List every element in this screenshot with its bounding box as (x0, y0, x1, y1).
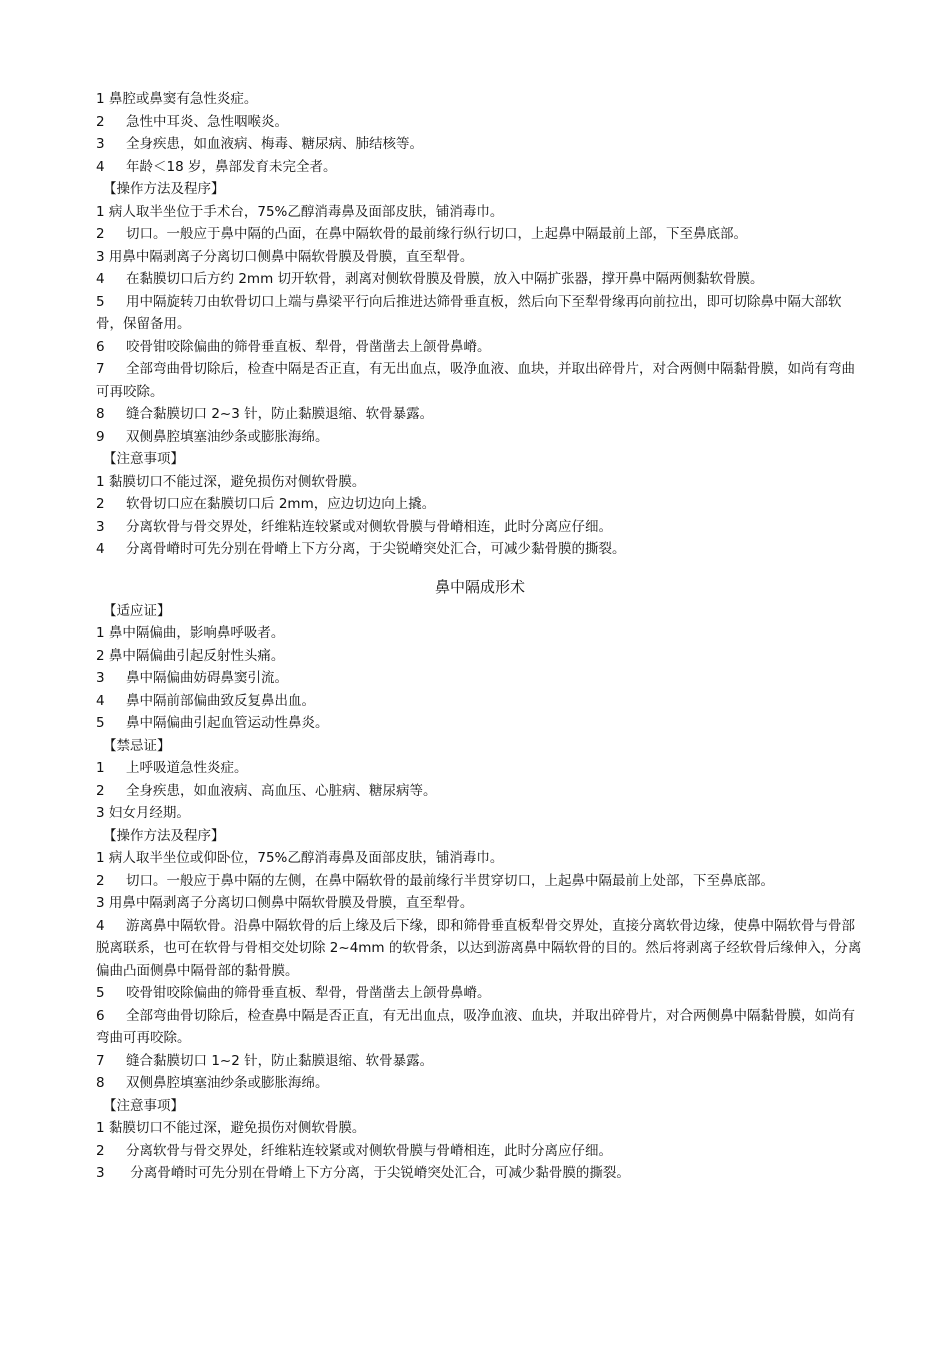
section1-procedure (96, 201, 864, 449)
list-item: 9 双侧鼻腔填塞油纱条或膨胀海绵。 (96, 428, 329, 445)
section-heading: 【操作方法及程序】 (103, 827, 225, 844)
list-item: 2 全身疾患，如血液病、高血压、心脏病、糖尿病等。 (96, 782, 437, 799)
list-item: 3 鼻中隔偏曲妨碍鼻窦引流。 (96, 670, 289, 686)
list-item: 3 用鼻中隔剥离子分离切口侧鼻中隔软骨膜及骨膜，直至犁骨。 (96, 248, 474, 265)
list-item: 2 鼻中隔偏曲引起反射性头痛。 (96, 647, 285, 664)
list-item: 3 全身疾患，如血液病、梅毒、糖尿病、肺结核等。 (96, 136, 424, 152)
list-item: 6 全部弯曲骨切除后，检查鼻中隔是否正直，有无出血点，吸净血液、血块，并取出碎骨片，对合两侧鼻中隔黏骨膜，如尚有弯曲可再咬除。 (96, 1007, 856, 1046)
section2-procedure (96, 847, 864, 1095)
section-title: 鼻中隔成形术 (434, 577, 525, 596)
list-item: 4 在黏膜切口后方约 2mm 切开软骨，剥离对侧软骨膜及骨膜，放入中隔扩张器，撑开鼻中隔两侧黏软骨膜。 (96, 271, 764, 287)
list-item: 1 黏膜切口不能过深，避免损伤对侧软骨膜。 (96, 473, 366, 490)
list-item: 8 双侧鼻腔填塞油纱条或膨胀海绵。 (96, 1075, 329, 1091)
section2-contraindications (96, 757, 864, 825)
section1-contraindications (96, 88, 864, 178)
section-heading: 【禁忌证】 (103, 737, 171, 754)
list-item: 1 病人取半坐位或仰卧位，75%乙醇消毒鼻及面部皮肤，铺消毒巾。 (96, 850, 504, 866)
list-item: 3 分离骨嵴时可先分别在骨嵴上下方分离，于尖锐嵴突处汇合，可减少黏骨膜的撕裂。 (96, 1165, 630, 1181)
list-item: 2 急性中耳炎、急性咽喉炎。 (96, 113, 289, 130)
section-heading: 【注意事项】 (103, 451, 184, 467)
list-item: 1 病人取半坐位于手术台，75%乙醇消毒鼻及面部皮肤，铺消毒巾。 (96, 203, 504, 220)
list-item: 2 软骨切口应在黏膜切口后 2mm，应边切边向上撬。 (96, 496, 436, 512)
section-heading: 【注意事项】 (103, 1097, 184, 1114)
list-item: 4 年龄＜18 岁，鼻部发育未完全者。 (96, 158, 337, 175)
list-item: 8 缝合黏膜切口 2~3 针，防止黏膜退缩、软骨暴露。 (96, 406, 434, 422)
list-item: 2 切口。一般应于鼻中隔的左侧，在鼻中隔软骨的最前缘行半贯穿切口，上起鼻中隔最前上处部，下至鼻底部。 (96, 872, 775, 889)
document-page (96, 88, 864, 1185)
list-item: 7 缝合黏膜切口 1~2 针，防止黏膜退缩、软骨暴露。 (96, 1052, 434, 1069)
list-item: 3 用鼻中隔剥离子分离切口侧鼻中隔软骨膜及骨膜，直至犁骨。 (96, 895, 474, 911)
list-item: 5 咬骨钳咬除偏曲的筛骨垂直板、犁骨，骨凿凿去上颌骨鼻嵴。 (96, 985, 491, 1001)
section-heading: 【适应证】 (103, 602, 171, 619)
list-item: 3 妇女月经期。 (96, 805, 190, 821)
list-item: 4 游离鼻中隔软骨。沿鼻中隔软骨的后上缘及后下缘，即和筛骨垂直板犁骨交界处，直接分离软骨边缘，使鼻中隔软骨与骨部脱离联系，也可在软骨与骨相交处切除 2~4mm 的软骨条，以达到游离鼻中隔软骨的目的。然后将剥离子经软骨后缘伸入，分离偏曲凸面侧鼻中隔骨部的黏骨膜。 (96, 917, 862, 979)
section2-notes (96, 1117, 864, 1185)
list-item: 2 切口。一般应于鼻中隔的凸面，在鼻中隔软骨的最前缘行纵行切口，上起鼻中隔最前上部，下至鼻底部。 (96, 226, 748, 242)
section1-notes (96, 471, 864, 561)
list-item: 1 鼻腔或鼻窦有急性炎症。 (96, 91, 258, 107)
list-item: 7 全部弯曲骨切除后，检查中隔是否正直，有无出血点，吸净血液、血块，并取出碎骨片，对合两侧中隔黏骨膜，如尚有弯曲可再咬除。 (96, 361, 856, 400)
section2-indications (96, 622, 864, 735)
list-item: 4 分离骨嵴时可先分别在骨嵴上下方分离，于尖锐嵴突处汇合，可减少黏骨膜的撕裂。 (96, 541, 626, 557)
list-item: 3 分离软骨与骨交界处，纤维粘连较紧或对侧软骨膜与骨嵴相连，此时分离应仔细。 (96, 518, 613, 535)
list-item: 4 鼻中隔前部偏曲致反复鼻出血。 (96, 692, 316, 709)
list-item: 5 鼻中隔偏曲引起血管运动性鼻炎。 (96, 715, 329, 731)
list-item: 2 分离软骨与骨交界处，纤维粘连较紧或对侧软骨膜与骨嵴相连，此时分离应仔细。 (96, 1142, 613, 1159)
list-item: 1 黏膜切口不能过深，避免损伤对侧软骨膜。 (96, 1120, 366, 1136)
list-item: 5 用中隔旋转刀由软骨切口上端与鼻梁平行向后推进达筛骨垂直板，然后向下至犁骨缘再向前拉出，即可切除鼻中隔大部软骨，保留备用。 (96, 293, 842, 332)
list-item: 1 鼻中隔偏曲，影响鼻呼吸者。 (96, 625, 285, 641)
section-heading: 【操作方法及程序】 (103, 181, 225, 197)
list-item: 1 上呼吸道急性炎症。 (96, 760, 248, 776)
list-item: 6 咬骨钳咬除偏曲的筛骨垂直板、犁骨，骨凿凿去上颌骨鼻嵴。 (96, 338, 491, 355)
